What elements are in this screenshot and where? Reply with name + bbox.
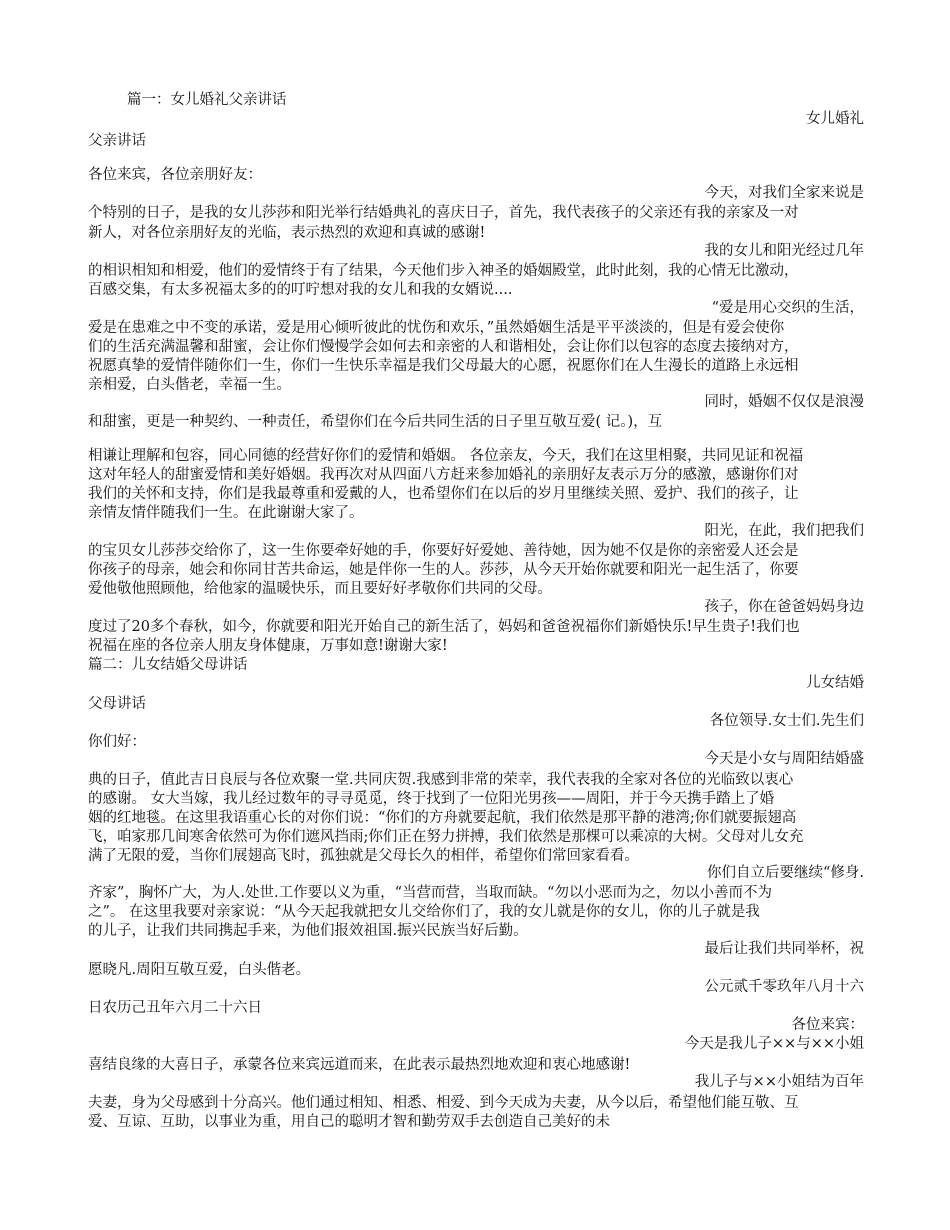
text-line: 儿女结婚 bbox=[806, 675, 864, 691]
text-line: 孩子，你在爸爸妈妈身边 bbox=[704, 599, 864, 615]
text-line: 阳光，在此，我们把我们 bbox=[704, 523, 864, 539]
text-line: 父亲讲话 bbox=[88, 133, 146, 149]
text-line: 们的生活充满温馨和甜蜜，会让你们慢慢学会如何去和亲密的人和谐相处，会让你们以包容的态度去接纳对方， bbox=[88, 339, 799, 355]
text-line: 亲情友情伴随我们一生。在此谢谢大家了。 bbox=[88, 505, 364, 521]
text-line: 姻的红地毯。在这里我语重心长的对你们说：“你们的方舟就要起航，我们依然是那平静的港湾;你们就要振翅高 bbox=[88, 810, 797, 826]
text-line: 祝愿真挚的爱情伴随你们一生，你们一生快乐幸福是我们父母最大的心愿，祝愿你们在人生漫长的道路上永远相 bbox=[88, 358, 799, 374]
text-line: 各位领导.女士们.先生们 bbox=[709, 713, 864, 729]
text-line: 个特别的日子，是我的女儿莎莎和阳光举行结婚典礼的喜庆日子，首先，我代表孩子的父亲还有我的亲家及一对 bbox=[88, 205, 799, 221]
text-line: 这对年轻人的甜蜜爱情和美好婚姻。我再次对从四面八方赶来参加婚礼的亲朋好友表示万分的感激，感谢你们对 bbox=[88, 467, 799, 483]
text-line: 亲相爱，白头偕老，幸福一生。 bbox=[88, 377, 291, 393]
text-line: 百感交集，有太多祝福太多的的叮咛想对我的女儿和我的女婿说.... bbox=[88, 282, 513, 298]
text-line: 夫妻，身为父母感到十分高兴。他们通过相知、相悉、相爱、到今天成为夫妻，从今以后，希望他们能互敬、互 bbox=[88, 1095, 799, 1111]
text-line: 的宝贝女儿莎莎交给你了，这一生你要牵好她的手，你要好好爱她、善待她，因为她不仅是你的亲密爱人还会是 bbox=[88, 543, 799, 559]
text-line: 愿晓凡.周阳互敬互爱，白头偕老。 bbox=[88, 962, 311, 978]
text-line: 我们的关怀和支持，你们是我最尊重和爱戴的人，也希望你们在以后的岁月里继续关照、爱护、我们的孩子，让 bbox=[88, 486, 799, 502]
text-line: 爱、互谅、互助，以事业为重，用自己的聪明才智和勤劳双手去创造自己美好的未 bbox=[88, 1114, 610, 1130]
text-line: 同时，婚姻不仅仅是浪漫 bbox=[704, 394, 864, 410]
text-line: 各位来宾，各位亲朋好友： bbox=[88, 167, 262, 183]
text-line: 和甜蜜，更是一种契约、一种责任，希望你们在今后共同生活的日子里互敬互爱( 记。)，互 bbox=[88, 414, 663, 430]
text-line: 爱他敬他照顾他，给他家的温暖快乐，而且要好好孝敬你们共同的父母。 bbox=[88, 581, 552, 597]
text-line: “爱是用心交织的生活， bbox=[711, 300, 864, 316]
text-line: 女儿婚礼 bbox=[806, 111, 864, 127]
text-line: 你们好： bbox=[88, 734, 146, 750]
text-line: 父母讲话 bbox=[88, 696, 146, 712]
text-line: 各位来宾： bbox=[791, 1017, 864, 1033]
text-line: 相谦让理解和包容，同心同德的经营好你们的爱情和婚姻。 各位亲友，今天，我们在这里相聚，共同见证和祝福 bbox=[88, 448, 804, 464]
text-line: 新人，对各位亲朋好友的光临，表示热烈的欢迎和真诚的感谢! bbox=[88, 225, 486, 241]
text-line: 典的日子，值此吉日良辰与各位欢聚一堂.共同庆贺.我感到非常的荣幸，我代表我的全家对各位的光临致以衷心 bbox=[88, 772, 794, 788]
text-line: 祝福在座的各位亲人朋友身体健康，万事如意!谢谢大家! bbox=[88, 638, 448, 654]
text-line: 满了无限的爱，当你们展翅高飞时，孤独就是父母长久的相伴，希望你们常回家看看。 bbox=[88, 848, 639, 864]
text-line: 你孩子的母亲，她会和你同甘苦共命运，她是伴你一生的人。莎莎，从今天开始你就要和阳光一起生活了，你要 bbox=[88, 562, 799, 578]
text-line: 的感谢。 女大当嫁，我儿经过数年的寻寻觅觅，终于找到了一位阳光男孩——周阳，并于今天携手踏上了婚 bbox=[88, 791, 775, 807]
text-line: 今天是小女与周阳结婚盛 bbox=[704, 751, 864, 767]
text-line: 齐家”，胸怀广大，为人.处世.工作要以义为重，“当营而营，当取而缺。“勿以小恶而为之，勿以小善而不为 bbox=[88, 885, 772, 901]
text-line: 我儿子与××小姐结为百年 bbox=[694, 1074, 864, 1090]
text-line: 日农历己丑年六月二十六日 bbox=[88, 1000, 262, 1016]
text-line: 爱是在患难之中不变的承诺，爱是用心倾听彼此的忧伤和欢乐，”虽然婚姻生活是平平淡淡的，但是有爱会使你 bbox=[88, 320, 785, 336]
text-line: 度过了20多个春秋，如今，你就要和阳光开始自己的新生活了，妈妈和爸爸祝福你们新婚快乐!早生贵子!我们也 bbox=[88, 619, 800, 635]
text-line: 的相识相知和相爱，他们的爱情终于有了结果，今天他们步入神圣的婚姻殿堂，此时此刻，我的心情无比激动， bbox=[88, 263, 799, 279]
text-line: 最后让我们共同举杯，祝 bbox=[704, 941, 864, 957]
text-line: 之”。 在这里我要对亲家说：“从今天起我就把女儿交给你们了，我的女儿就是你的女儿，你的儿子就是我 bbox=[88, 904, 760, 920]
section-one-title: 篇一：女儿婚礼父亲讲话 bbox=[127, 92, 287, 108]
text-line: 飞，咱家那几间寒舍依然可为你们遮风挡雨;你们正在努力拼搏，我们依然是那棵可以乘凉的大树。父母对儿女充 bbox=[88, 829, 804, 845]
text-line: 今天是我儿子××与××小姐 bbox=[684, 1036, 864, 1052]
text-line: 今天，对我们全家来说是 bbox=[704, 185, 864, 201]
section-two-title: 篇二：儿女结婚父母讲话 bbox=[88, 657, 248, 673]
text-line: 喜结良缘的大喜日子，承蒙各位来宾远道而来，在此表示最热烈地欢迎和衷心地感谢! bbox=[88, 1057, 631, 1073]
text-line: 我的女儿和阳光经过几年 bbox=[704, 243, 864, 259]
text-line: 你们自立后要继续“修身. bbox=[706, 865, 864, 881]
text-line: 公元贰千零玖年八月十六 bbox=[704, 979, 864, 995]
text-line: 的儿子，让我们共同携起手来，为他们报效祖国.振兴民族当好后勤。 bbox=[88, 923, 528, 939]
